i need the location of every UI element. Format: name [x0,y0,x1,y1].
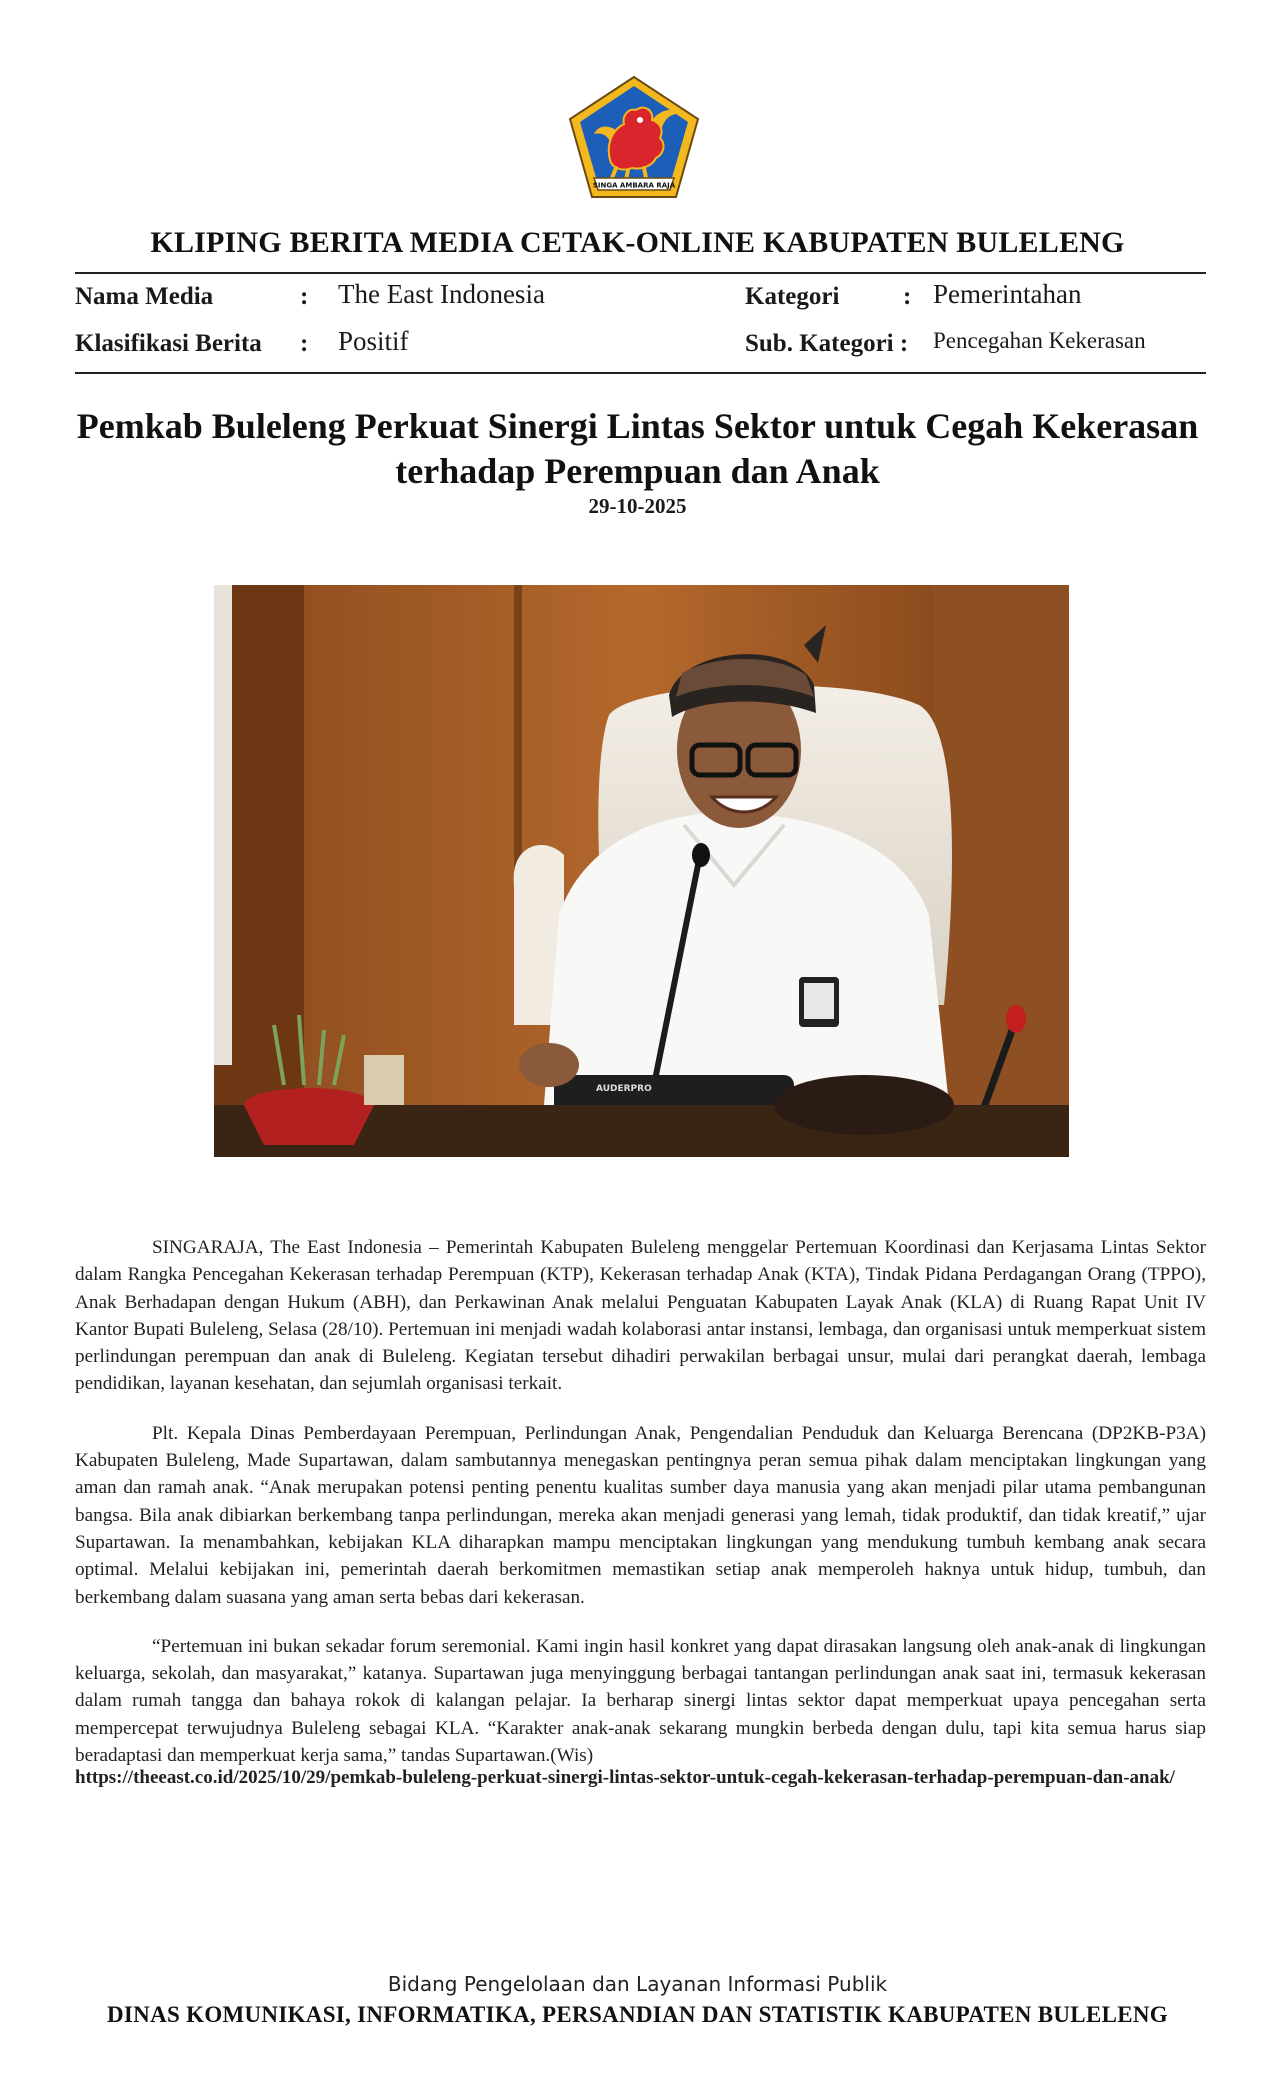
category-label: Kategori [745,283,840,310]
regency-emblem-logo [566,74,702,202]
article-body [75,1234,1206,1791]
media-name-value: The East Indonesia [338,279,545,309]
media-name-label: Nama Media [75,283,214,310]
article-title: Pemkab Buleleng Perkuat Sinergi Lintas Sektor untuk Cegah Kekerasan terhadap Perempuan dan Anak [76,406,1199,491]
classification-label: Klasifikasi Berita [75,330,262,357]
category-colon: : [903,283,912,310]
article-paragraph: “Pertemuan ini bukan sekadar forum seremonial. Kami ingin hasil konkret yang dapat dirasakan langsung oleh anak-anak di lingkungan keluarga, sekolah, dan masyarakat,” katanya. Supartawan juga menyinggung berbagai tantangan perlindungan anak saat ini, termasuk kekerasan dalam rumah tangga dan bahaya rokok di kalangan pelajar. Ia berharap sinergi lintas sektor dapat memperkuat upaya pencegahan serta mempercepat terwujudnya Buleleng sebagai KLA. “Karakter anak-anak sekarang mungkin berbeda dengan dulu, tapi kita semua harus siap beradaptasi dan memperkuat kerja sama,” tandas Supartawan.(Wis) [75,1635,1206,1767]
article-date: 29-10-2025 [588,494,687,518]
buleleng-regency-emblem-icon [566,74,702,202]
category-value: Pemerintahan [933,279,1082,309]
classification-colon: : [300,330,309,357]
sub-category-value: Pencegahan Kekerasan [933,328,1146,353]
microphone-brand-label: AUDERPRO [596,1084,652,1094]
header-divider-bottom [75,372,1206,374]
classification-value: Positif [338,326,409,356]
official-speaking-photo-icon [214,585,1069,1157]
header-divider-top [75,272,1206,274]
article-photo [214,585,1069,1157]
article-paragraph: SINGARAJA, The East Indonesia – Pemerintah Kabupaten Buleleng menggelar Pertemuan Koordinasi dan Kerjasama Lintas Sektor dalam Rangka Pencegahan Kekerasan terhadap Perempuan (KTP), Kekerasan terhadap Anak (KTA), Tindak Pidana Perdagangan Orang (TPPO), Anak Berhadapan dengan Hukum (ABH), dan Perkawinan Anak melalui Penguatan Kabupaten Layak Anak (KLA) di Ruang Rapat Unit IV Kantor Bupati Buleleng, Selasa (28/10). Pertemuan ini menjadi wadah kolaborasi antar instansi, lembaga, dan organisasi untuk memperkuat sistem perlindungan perempuan dan anak di Buleleng. Kegiatan tersebut dihadiri perwakilan berbagai unsur, mulai dari perangkat daerah, lembaga pendidikan, layanan kesehatan, dan sejumlah organisasi terkait. [75,1237,1206,1395]
footer-agency-name: DINAS KOMUNIKASI, INFORMATIKA, PERSANDIAN DAN STATISTIK KABUPATEN BULELENG [107,2002,1168,2027]
sub-category-label: Sub. Kategori : [745,330,909,357]
footer-division-name: Bidang Pengelolaan dan Layanan Informasi Publik [387,1972,888,1996]
article-paragraph: Plt. Kepala Dinas Pemberdayaan Perempuan, Perlindungan Anak, Pengendalian Penduduk dan Keluarga Berencana (DP2KB-P3A) Kabupaten Buleleng, Made Supartawan, dalam sambutannya menegaskan pentingnya peran semua pihak dalam menciptakan lingkungan yang aman dan ramah anak. “Anak merupakan potensi penting penentu kualitas sumber daya manusia yang akan menjadi pilar utama pembangunan bangsa. Bila anak dibiarkan berkembang tanpa perlindungan, mereka akan menjadi generasi yang lemah, tidak produktif, dan tidak kreatif,” ujar Supartawan. Ia menambahkan, kebijakan KLA diharapkan mampu menciptakan lingkungan yang mendukung tumbuh kembang anak secara optimal. Melalui kebijakan ini, pemerintah daerah berkomitmen memastikan setiap anak memperoleh haknya untuk hidup, tumbuh, dan berkembang dalam suasana yang aman serta bebas dari kekerasan. [75,1422,1206,1608]
document-header-title: KLIPING BERITA MEDIA CETAK-ONLINE KABUPATEN BULELENG [150,226,1125,259]
article-source-url[interactable]: https://theeast.co.id/2025/10/29/pemkab-buleleng-perkuat-sinergi-lintas-sektor-untuk-cegah-kekerasan-terhadap-perempuan-dan-anak/ [75,1767,1175,1788]
emblem-motto: SINGA AMBARA RAJA [592,181,676,190]
media-name-colon: : [300,283,309,310]
